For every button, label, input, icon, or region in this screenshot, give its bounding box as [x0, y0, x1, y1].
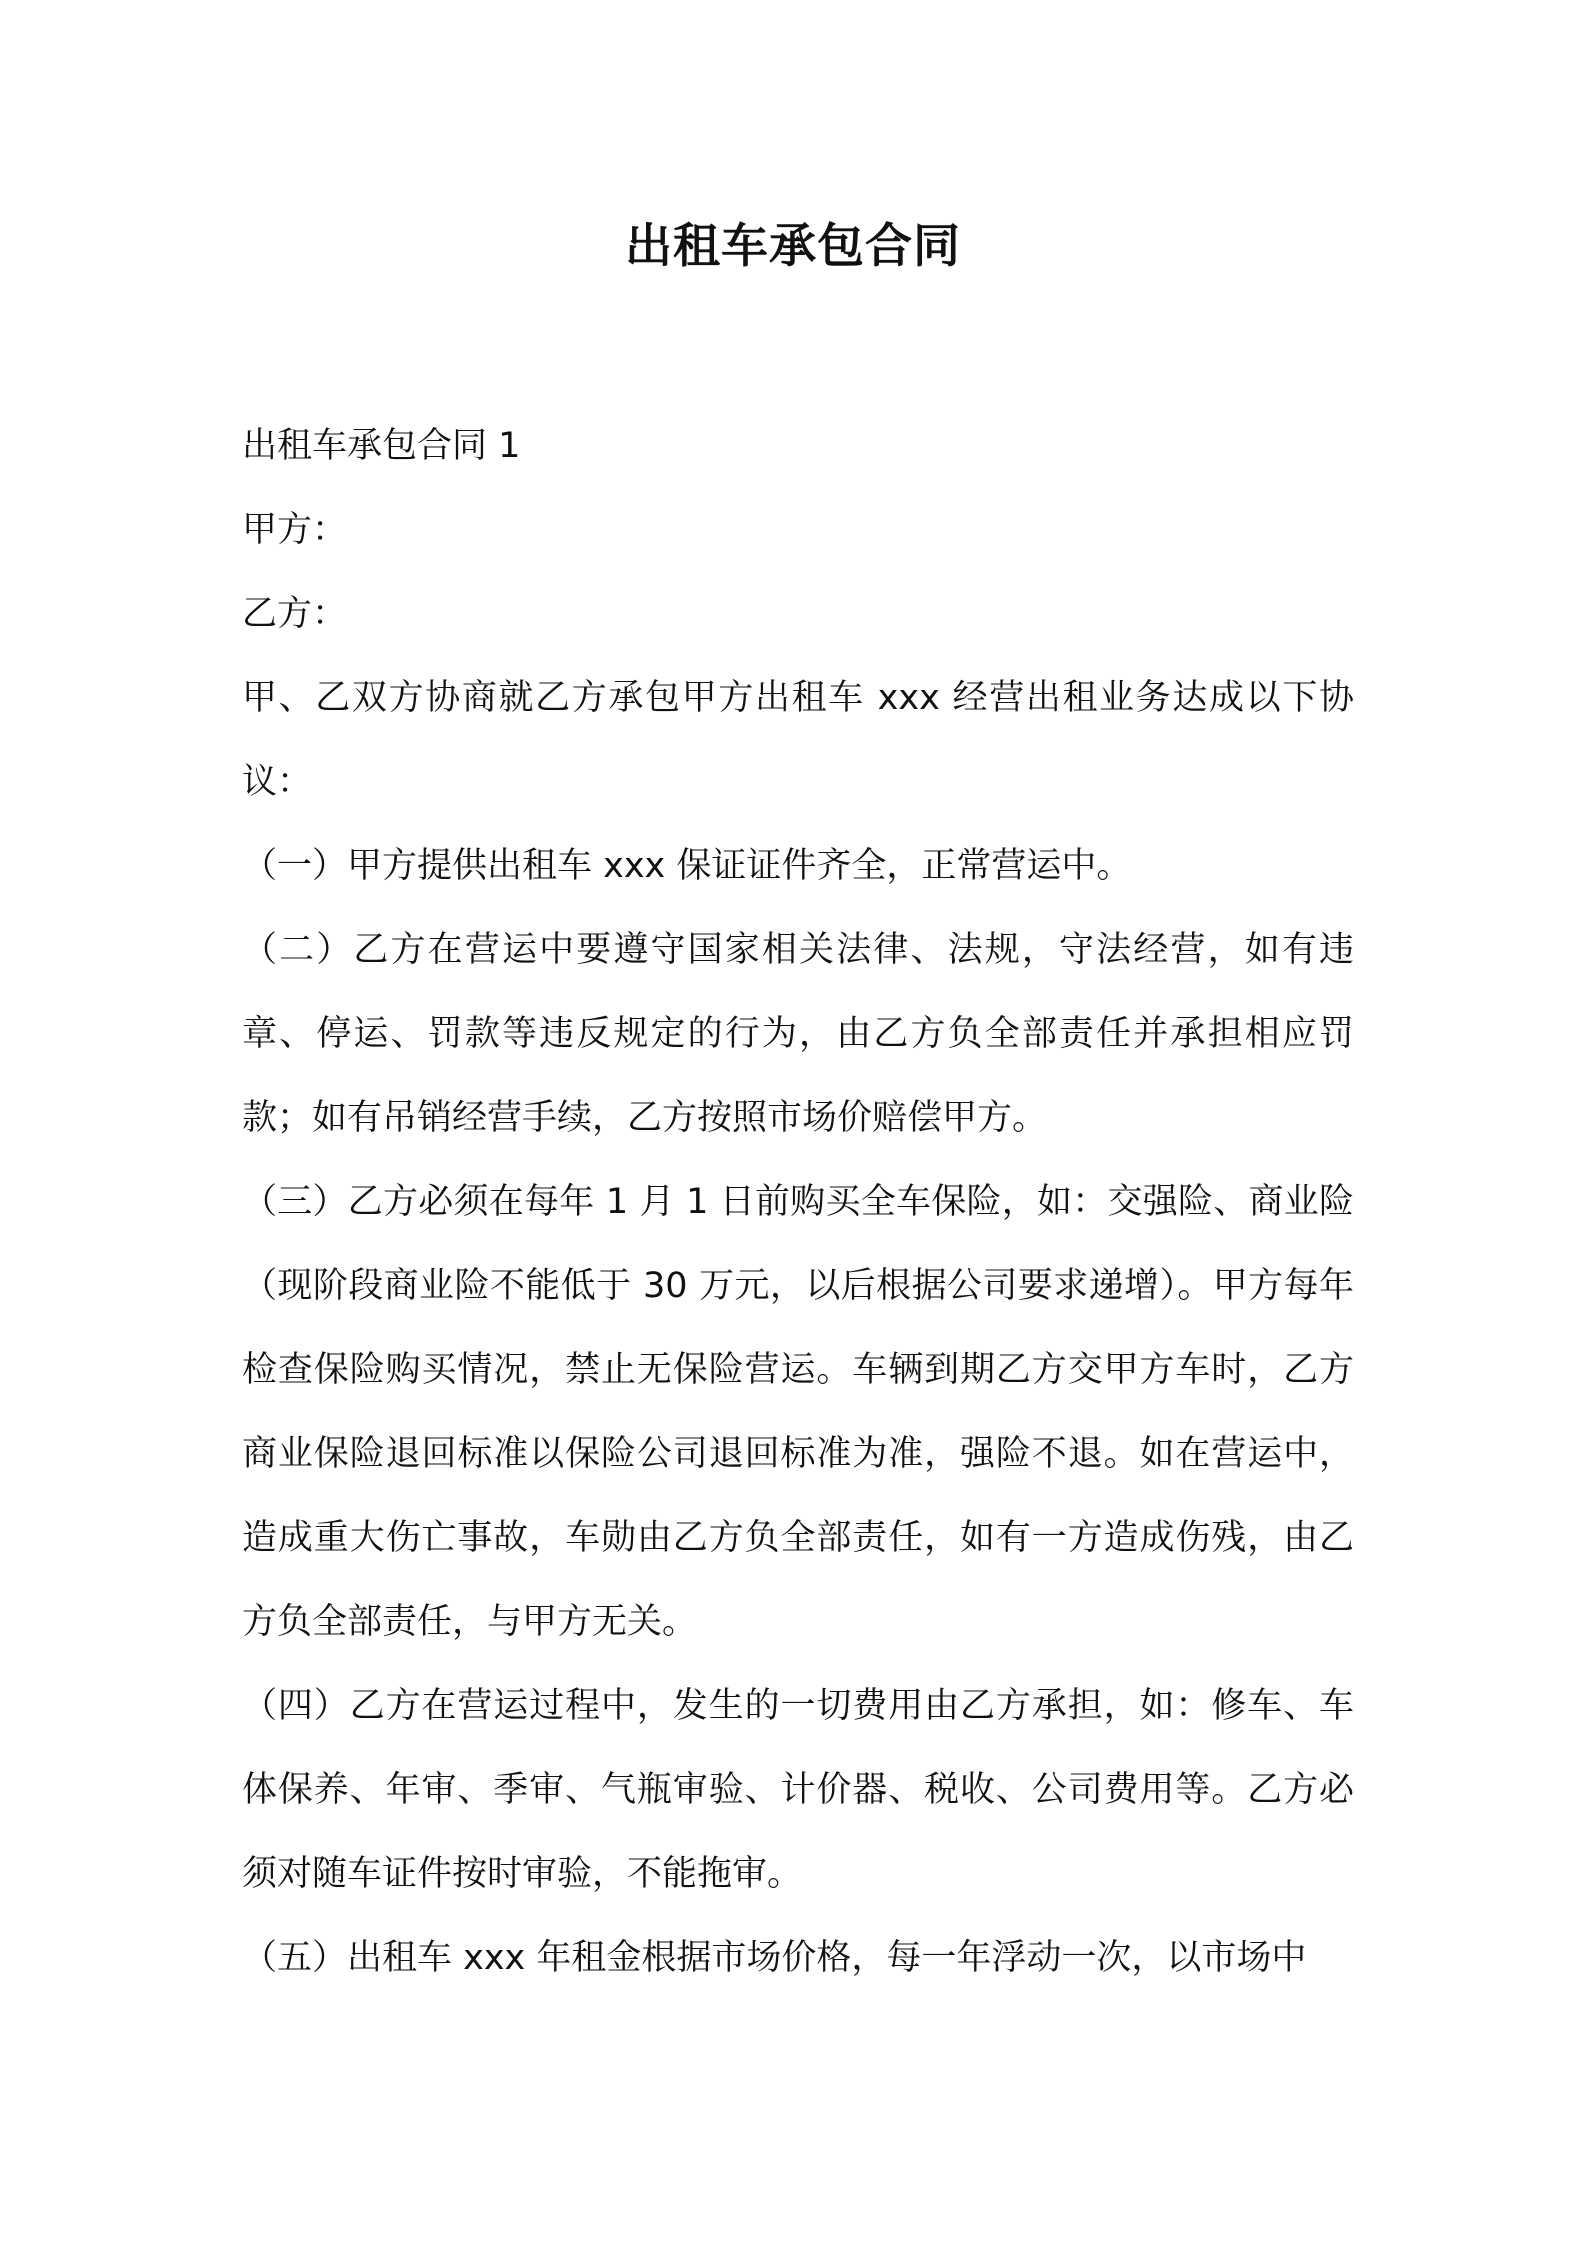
clause-4: （四）乙方在营运过程中，发生的一切费用由乙方承担，如：修车、车体保养、年审、季审、气瓶审验、计价器、税收、公司费用等。乙方必须对随车证件按时审验，不能拖审。 — [242, 1686, 1354, 1894]
clause-3: （三）乙方必须在每年 1 月 1 日前购买全车保险，如：交强险、商业险（现阶段商业险不能低于 30 万元，以后根据公司要求递增）。甲方每年检查保险购买情况，禁止无保险营运。车辆到期乙方交甲方车时，乙方商业保险退回标准以保险公司退回标准为准，强险不退。如在营运中，造成重大伤亡事故，车勋由乙方负全部责任，如有一方造成伤残，由乙方负全部责任，与甲方无关。 — [242, 1182, 1354, 1642]
document-title: 出租车承包合同 — [625, 219, 961, 274]
clause-5: （五）出租车 xxx 年租金根据市场价格，每一年浮动一次，以市场中 — [242, 1938, 1307, 1978]
clause-1: （一）甲方提供出租车 xxx 保证证件齐全，正常营运中。 — [242, 846, 1132, 886]
contract-subtitle: 出租车承包合同 1 — [242, 426, 521, 466]
document-body — [242, 404, 1354, 2000]
party-b-label: 乙方： — [242, 594, 348, 634]
intro-paragraph: 甲、乙双方协商就乙方承包甲方出租车 xxx 经营出租业务达成以下协议： — [242, 678, 1354, 802]
clause-2: （二）乙方在营运中要遵守国家相关法律、法规，守法经营，如有违章、停运、罚款等违反规定的行为，由乙方负全部责任并承担相应罚款；如有吊销经营手续，乙方按照市场价赔偿甲方。 — [242, 930, 1354, 1138]
party-a-label: 甲方： — [242, 510, 348, 550]
